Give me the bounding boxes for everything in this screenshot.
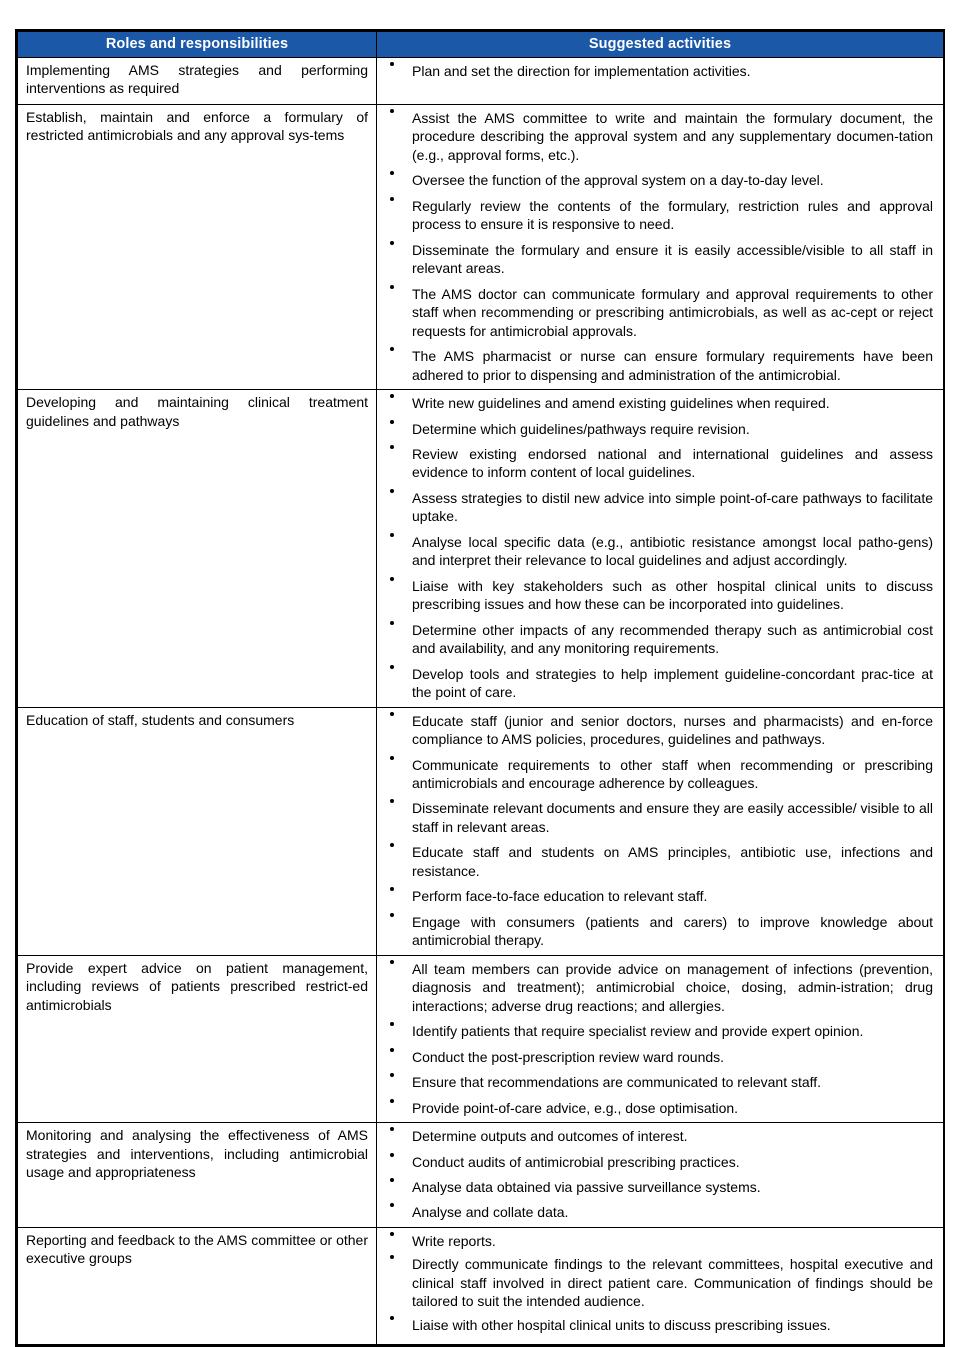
bullet-point-icon [390, 665, 394, 669]
list-item [377, 1232, 933, 1250]
activity-text: Assess strategies to distil new advice into simple point-of-care pathways to facilitate uptake. [412, 489, 933, 525]
bullet-point-icon [390, 285, 394, 289]
activities-cell [377, 1123, 944, 1228]
activity-text: Engage with consumers (patients and carers) to improve knowledge about antimicrobial therapy. [412, 913, 933, 949]
list-item [377, 1099, 933, 1117]
roles-responsibilities-table-container [15, 29, 945, 1347]
activity-text: The AMS pharmacist or nurse can ensure formulary requirements have been adhered to prior to dispensing and administration of the antimicrobial. [412, 348, 933, 383]
activities-cell [377, 955, 944, 1122]
role-cell [18, 1227, 377, 1344]
activity-text: Liaise with key stakeholders such as other hospital clinical units to discuss prescribing issues and how these can be incorporated into guidelines. [412, 577, 933, 613]
activity-text: Plan and set the direction for implementation activities. [412, 63, 751, 79]
list-item [377, 1255, 933, 1310]
list-item [377, 1153, 933, 1171]
column-header-roles: Roles and responsibilities [18, 32, 377, 58]
table-row [18, 707, 944, 955]
activities-list [377, 109, 933, 384]
activity-text: Disseminate the formulary and ensure it is easily accessible/visible to all staff in relevant areas. [412, 241, 933, 277]
list-item [377, 109, 933, 164]
list-item [377, 712, 933, 749]
bullet-point-icon [390, 577, 394, 581]
role-text: Education of staff, students and consumers [26, 711, 295, 728]
role-cell [18, 955, 377, 1122]
activity-text: Conduct the post-prescription review ward rounds. [412, 1048, 725, 1065]
activities-cell [377, 104, 944, 389]
bullet-point-icon [390, 1232, 394, 1236]
bullet-point-icon [390, 109, 394, 113]
bullet-point-icon [390, 621, 394, 625]
activity-text: Analyse local specific data (e.g., antibiotic resistance amongst local patho-gens) and interpret their relevance to local guidelines and adjust accordingly. [412, 533, 933, 569]
role-text: Provide expert advice on patient management, including reviews of patients prescribed restrict-ed antimicrobials [26, 959, 368, 1013]
list-item [377, 533, 933, 570]
table-row [18, 1123, 944, 1228]
list-item [377, 1127, 933, 1145]
bullet-point-icon [390, 799, 394, 803]
activity-text: Directly communicate findings to the relevant committees, hospital executive and clinical staff involved in direct patient care. Communication of findings should be tailored to suit the intended audience. [412, 1256, 933, 1310]
bullet-point-icon [390, 420, 394, 424]
bullet-point-icon [390, 913, 394, 917]
table-body [18, 58, 944, 1345]
activities-list [377, 960, 933, 1117]
bullet-point-icon [390, 1203, 394, 1207]
list-item [377, 1022, 933, 1040]
bullet-point-icon [390, 533, 394, 537]
list-item [377, 756, 933, 793]
activity-text: Perform face-to-face education to relevant staff. [412, 888, 708, 905]
list-item [377, 1073, 933, 1091]
bullet-point-icon [390, 197, 394, 201]
table-row [18, 1227, 944, 1344]
activities-list [377, 394, 933, 702]
activity-text: Write reports. [412, 1232, 496, 1249]
list-item [377, 394, 933, 412]
list-item [377, 1178, 933, 1196]
bullet-point-icon [390, 960, 394, 964]
bullet-point-icon [390, 394, 394, 398]
activity-text: Conduct audits of antimicrobial prescribing practices. [412, 1153, 740, 1170]
bullet-point-icon [390, 241, 394, 245]
role-cell [18, 58, 377, 105]
bullet-point-icon [390, 1073, 394, 1077]
activity-text: Disseminate relevant documents and ensure they are easily accessible/ visible to all staff in relevant areas. [412, 800, 933, 835]
bullet-point-icon [390, 347, 394, 351]
role-text: Establish, maintain and enforce a formulary of restricted antimicrobials and any approval sys-tems [26, 108, 368, 144]
table-row [18, 104, 944, 389]
list-item [377, 285, 933, 340]
list-item [377, 960, 933, 1015]
role-text: Reporting and feedback to the AMS committee or other executive groups [26, 1231, 368, 1267]
activities-cell [377, 58, 944, 105]
role-text: Monitoring and analysing the effectiveness of AMS strategies and interventions, including antimicrobial usage and appropriateness [26, 1127, 368, 1180]
bullet-point-icon [390, 1178, 394, 1182]
bullet-point-icon [390, 445, 394, 449]
activity-text: Write new guidelines and amend existing guidelines when required. [412, 395, 830, 412]
bullet-point-icon [390, 1022, 394, 1026]
activity-text: Analyse data obtained via passive surveillance systems. [412, 1178, 761, 1195]
activity-text: Provide point-of-care advice, e.g., dose optimisation. [412, 1099, 739, 1116]
list-item [377, 1048, 933, 1066]
role-cell [18, 390, 377, 708]
list-item [377, 913, 933, 950]
activities-list [377, 712, 933, 950]
list-item [377, 1316, 933, 1334]
bullet-point-icon [390, 1316, 394, 1320]
activity-text: Identify patients that require specialist review and provide expert opinion. [412, 1023, 864, 1040]
list-item [377, 1203, 933, 1221]
list-item [377, 665, 933, 702]
activity-text: Educate staff and students on AMS principles, antibiotic use, infections and resistance. [412, 844, 933, 879]
role-cell [18, 707, 377, 955]
bullet-point-icon [390, 62, 394, 66]
list-item [377, 241, 933, 278]
activities-cell [377, 390, 944, 708]
list-item [377, 577, 933, 614]
activity-text: Determine other impacts of any recommended therapy such as antimicrobial cost and availability, and any monitoring requirements. [412, 621, 933, 657]
activities-list [377, 1127, 933, 1222]
bullet-point-icon [390, 1153, 394, 1157]
activity-text: Regularly review the contents of the formulary, restriction rules and approval process to ensure it is responsive to need. [412, 197, 933, 233]
activities-cell [377, 707, 944, 955]
roles-responsibilities-table [17, 31, 944, 1345]
list-item [377, 197, 933, 234]
bullet-point-icon [390, 887, 394, 891]
activity-text: Ensure that recommendations are communicated to relevant staff. [412, 1074, 822, 1091]
bullet-point-icon [390, 171, 394, 175]
role-cell [18, 1123, 377, 1228]
role-cell [18, 104, 377, 389]
bullet-point-icon [390, 1099, 394, 1103]
activities-list [377, 62, 933, 80]
activity-text: Educate staff (junior and senior doctors, nurses and pharmacists) and en-force compliance to AMS policies, procedures, guidelines and pathways. [412, 712, 933, 748]
list-item [377, 489, 933, 526]
list-item [377, 445, 933, 482]
activity-text: Communicate requirements to other staff when recommending or prescribing antimicrobials and encourage adherence by colleagues. [412, 756, 933, 791]
activity-text: Determine outputs and outcomes of interest. [412, 1128, 688, 1145]
bullet-point-icon [390, 1127, 394, 1131]
bullet-point-icon [390, 712, 394, 716]
bullet-point-icon [390, 756, 394, 760]
activity-text: Analyse and collate data. [412, 1204, 569, 1221]
table-header-row [18, 32, 944, 58]
table-header [18, 32, 944, 58]
table-row [18, 390, 944, 708]
table-row [18, 58, 944, 105]
activity-text: Review existing endorsed national and international guidelines and assess evidence to inform content of local guidelines. [412, 445, 933, 481]
list-item [377, 62, 933, 80]
list-item [377, 799, 933, 836]
activity-text: Oversee the function of the approval system on a day-to-day level. [412, 172, 824, 189]
activity-text: The AMS doctor can communicate formulary and approval requirements to other staff when recommending or prescribing antimicrobials, as well as ac-cept or reject requests for antimicrobial approvals. [412, 285, 933, 339]
bullet-point-icon [390, 1255, 394, 1259]
role-text: Developing and maintaining clinical treatment guidelines and pathways [26, 394, 368, 429]
list-item [377, 843, 933, 880]
activity-text: Develop tools and strategies to help implement guideline-concordant prac-tice at the point of care. [412, 665, 933, 701]
list-item [377, 347, 933, 384]
bullet-point-icon [390, 1048, 394, 1052]
column-header-activities: Suggested activities [377, 32, 944, 58]
role-text: Implementing AMS strategies and performing interventions as required [26, 62, 368, 97]
list-item [377, 171, 933, 189]
list-item [377, 621, 933, 658]
activities-list [377, 1232, 933, 1334]
activities-cell [377, 1227, 944, 1344]
activity-text: Assist the AMS committee to write and maintain the formulary document, the procedure describing the approval system and any supplementary documen-tation (e.g., approval forms, etc.). [412, 109, 933, 163]
table-row [18, 955, 944, 1122]
list-item [377, 887, 933, 905]
list-item [377, 420, 933, 438]
bullet-point-icon [390, 489, 394, 493]
bullet-point-icon [390, 843, 394, 847]
activity-text: Determine which guidelines/pathways require revision. [412, 420, 750, 437]
activity-text: All team members can provide advice on management of infections (prevention, diagnosis and treatment); antimicrobial choice, dosing, admin-istration; drug interactions; adverse drug reactions; and allergies. [412, 960, 933, 1014]
activity-text: Liaise with other hospital clinical units to discuss prescribing issues. [412, 1316, 831, 1333]
